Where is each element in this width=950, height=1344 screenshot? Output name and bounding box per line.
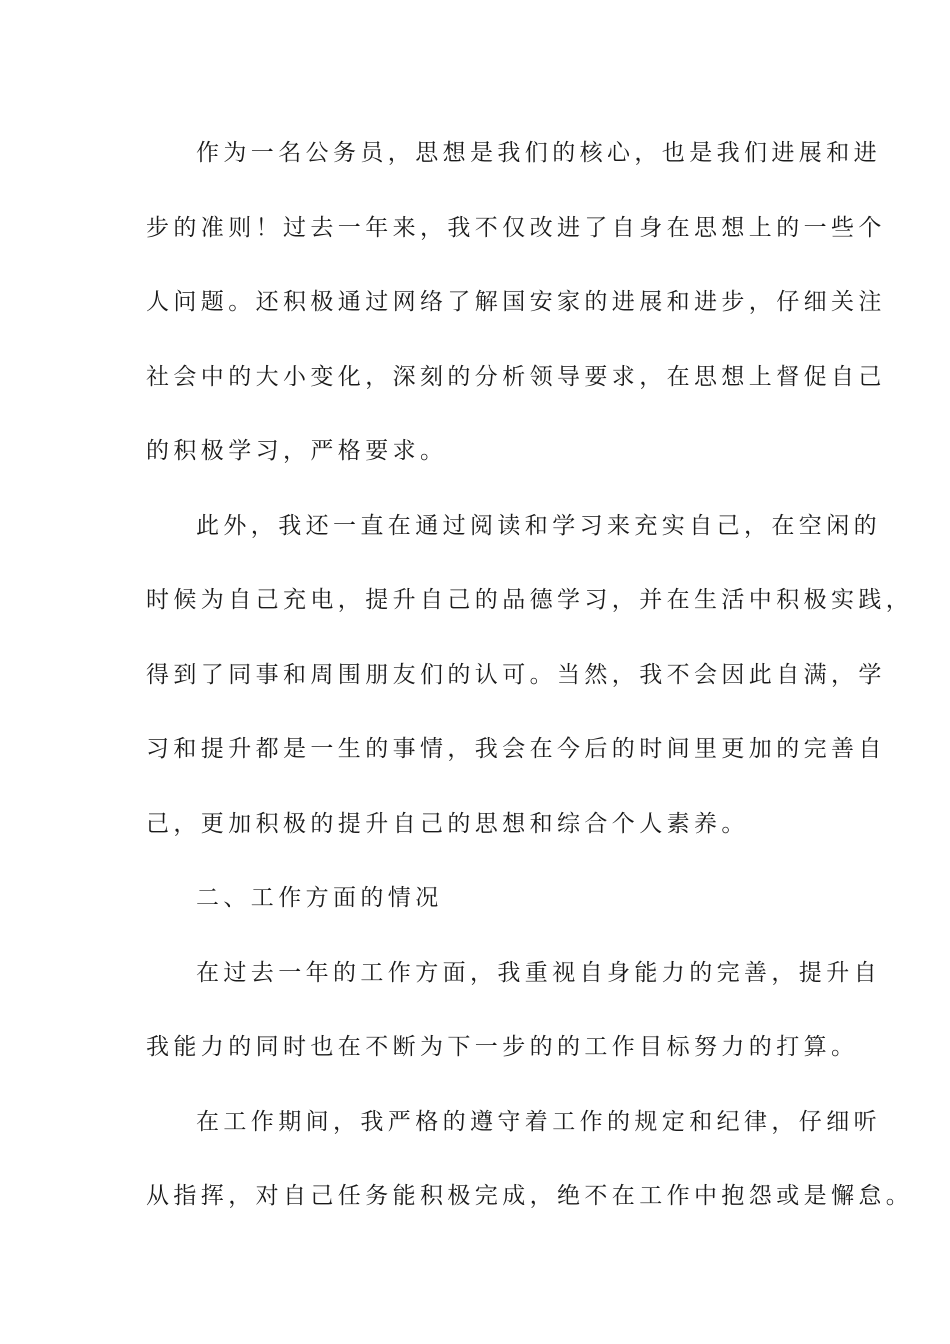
section-heading-work xyxy=(146,871,806,946)
text-line: 时候为自己充电，提升自己的品德学习，并在生活中积极实践， xyxy=(146,587,914,613)
document-body xyxy=(146,126,914,1244)
text-line: 此外，我还一直在通过阅读和学习来充实自己，在空闲的 xyxy=(196,512,881,539)
text-line: 社会中的大小变化，深刻的分析领导要求，在思想上督促自己 xyxy=(146,363,886,390)
text-line: 我能力的同时也在不断为下一步的的工作目标努力的打算。 xyxy=(146,1034,859,1060)
text-line: 作为一名公务员，思想是我们的核心，也是我们进展和进 xyxy=(196,140,881,166)
text-line: 从指挥，对自己任务能积极完成，绝不在工作中抱怨或是懈怠。 xyxy=(146,1183,914,1209)
paragraph-study xyxy=(146,499,914,872)
paragraph-work-ability xyxy=(146,946,881,1095)
text-line: 的积极学习，严格要求。 xyxy=(146,438,448,464)
text-line: 人问题。还积极通过网络了解国安家的进展和进步，仔细关注 xyxy=(146,289,886,315)
text-line: 得到了同事和周围朋友们的认可。当然，我不会因此自满，学 xyxy=(146,661,886,688)
text-line: 在过去一年的工作方面，我重视自身能力的完善，提升自 xyxy=(196,959,881,986)
section-heading: 二、工作方面的情况 xyxy=(196,885,443,911)
paragraph-work-discipline xyxy=(146,1095,914,1244)
text-line: 步的准则！过去一年来，我不仅改进了自身在思想上的一些个 xyxy=(146,214,886,241)
text-line: 己，更加积极的提升自己的思想和综合个人素养。 xyxy=(146,810,749,837)
paragraph-thought xyxy=(146,126,886,499)
text-line: 习和提升都是一生的事情，我会在今后的时间里更加的完善自 xyxy=(146,736,886,762)
text-line: 在工作期间，我严格的遵守着工作的规定和纪律，仔细听 xyxy=(196,1108,881,1135)
